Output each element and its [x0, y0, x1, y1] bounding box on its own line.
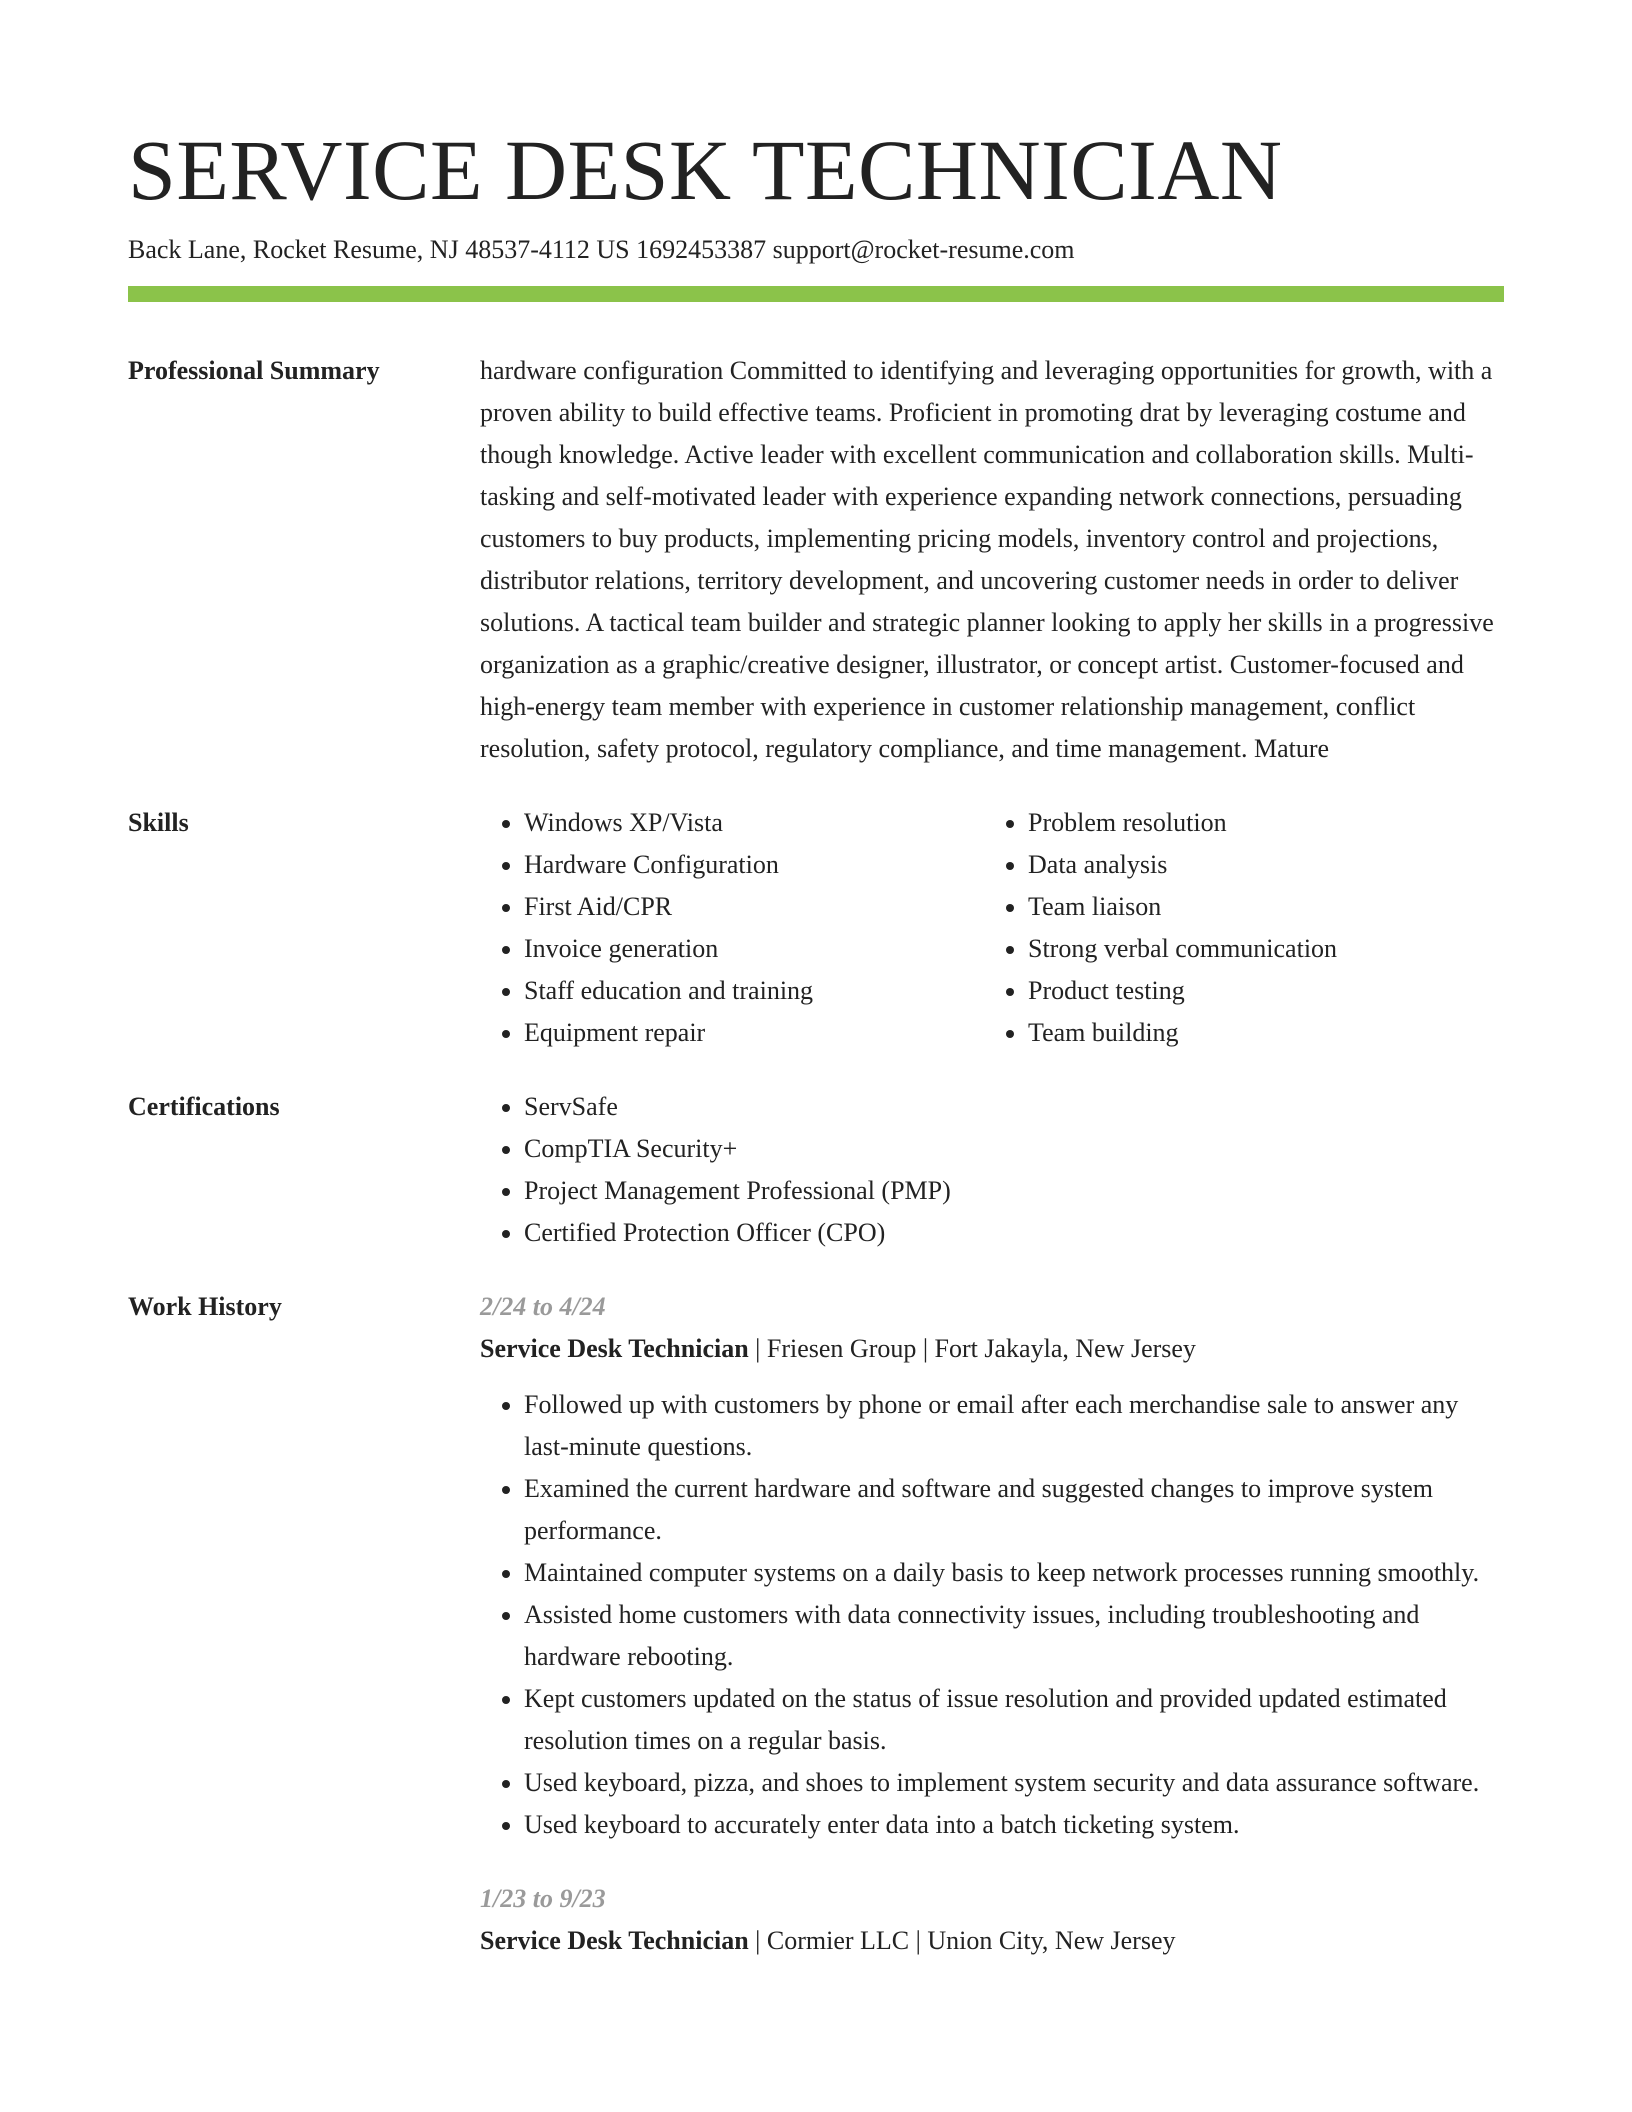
skills-list-left	[480, 802, 984, 1054]
job-dates: 1/23 to 9/23	[480, 1884, 606, 1913]
list-item: • Product testing	[1028, 970, 1488, 1012]
skills-body	[480, 802, 1504, 1054]
certifications-list	[480, 1086, 1504, 1254]
job-dates: 2/24 to 4/24	[480, 1292, 606, 1321]
list-item: • First Aid/CPR	[524, 886, 984, 928]
list-item: • Invoice generation	[524, 928, 984, 970]
work-history-body	[480, 1286, 1504, 1962]
resume-name: SERVICE DESK TECHNICIAN	[128, 122, 1283, 218]
summary-section	[128, 350, 1504, 770]
job-entry	[480, 1878, 1504, 1962]
list-item: • Used keyboard to accurately enter data into a batch ticketing system.	[524, 1804, 1504, 1846]
list-item: • Data analysis	[1028, 844, 1488, 886]
certifications-body	[480, 1086, 1504, 1254]
certifications-section	[128, 1086, 1504, 1254]
job-details: | Cormier LLC | Union City, New Jersey	[748, 1926, 1176, 1955]
job-bullets	[480, 1384, 1504, 1846]
contact-info: Back Lane, Rocket Resume, NJ 48537-4112 US 1692453387 support@rocket-resume.com	[128, 235, 1075, 264]
list-item: • Used keyboard, pizza, and shoes to implement system security and data assurance software.	[524, 1762, 1504, 1804]
list-item: • Strong verbal communication	[1028, 928, 1488, 970]
resume-page	[128, 120, 1504, 1962]
list-item: • Team building	[1028, 1012, 1488, 1054]
list-item: • Kept customers updated on the status of issue resolution and provided updated estimated resolution times on a regular basis.	[524, 1678, 1504, 1762]
job-entry	[480, 1286, 1504, 1846]
section-label-certifications: Certifications	[128, 1092, 280, 1121]
list-item: • Problem resolution	[1028, 802, 1488, 844]
skills-column-left	[480, 802, 984, 1054]
summary-text: hardware configuration Committed to identifying and leveraging opportunities for growth, with a proven ability to build effective teams. Proficient in promoting drat by leveraging costume and though knowledge. Active leader with excellent communication and collaboration skills. Multi-tasking and self-motivated leader with experience expanding network connections, persuading customers to buy products, implementing pricing models, inventory control and projections, distributor relations, territory development, and uncovering customer needs in order to deliver solutions. A tactical team builder and strategic planner looking to apply her skills in a progressive organization as a graphic/creative designer, illustrator, or concept artist. Customer-focused and high-energy team member with experience in customer relationship management, conflict resolution, safety protocol, regulatory compliance, and time management. Mature	[480, 356, 1494, 763]
job-details: | Friesen Group | Fort Jakayla, New Jersey	[748, 1334, 1196, 1363]
list-item: • Staff education and training	[524, 970, 984, 1012]
section-label-skills: Skills	[128, 808, 189, 837]
job-heading	[480, 1328, 1504, 1370]
section-label-work-history: Work History	[128, 1292, 282, 1321]
list-item: • Equipment repair	[524, 1012, 984, 1054]
skills-column-right	[984, 802, 1488, 1054]
list-item: • Followed up with customers by phone or email after each merchandise sale to answer any last-minute questions.	[524, 1384, 1504, 1468]
job-heading	[480, 1920, 1504, 1962]
list-item: • Assisted home customers with data connectivity issues, including troubleshooting and hardware rebooting.	[524, 1594, 1504, 1678]
header-divider	[128, 286, 1504, 302]
section-label-summary: Professional Summary	[128, 356, 380, 385]
list-item: • Windows XP/Vista	[524, 802, 984, 844]
list-item: • CompTIA Security+	[524, 1128, 1504, 1170]
skills-section	[128, 802, 1504, 1054]
list-item: • Maintained computer systems on a daily basis to keep network processes running smoothly.	[524, 1552, 1504, 1594]
summary-body	[480, 350, 1504, 770]
skills-list-right	[984, 802, 1488, 1054]
list-item: • Hardware Configuration	[524, 844, 984, 886]
list-item: • Team liaison	[1028, 886, 1488, 928]
job-title: Service Desk Technician	[480, 1334, 749, 1363]
list-item: • Project Management Professional (PMP)	[524, 1170, 1504, 1212]
list-item: • ServSafe	[524, 1086, 1504, 1128]
list-item: • Certified Protection Officer (CPO)	[524, 1212, 1504, 1254]
job-title: Service Desk Technician	[480, 1926, 749, 1955]
list-item: • Examined the current hardware and software and suggested changes to improve system performance.	[524, 1468, 1504, 1552]
work-history-section	[128, 1286, 1504, 1962]
